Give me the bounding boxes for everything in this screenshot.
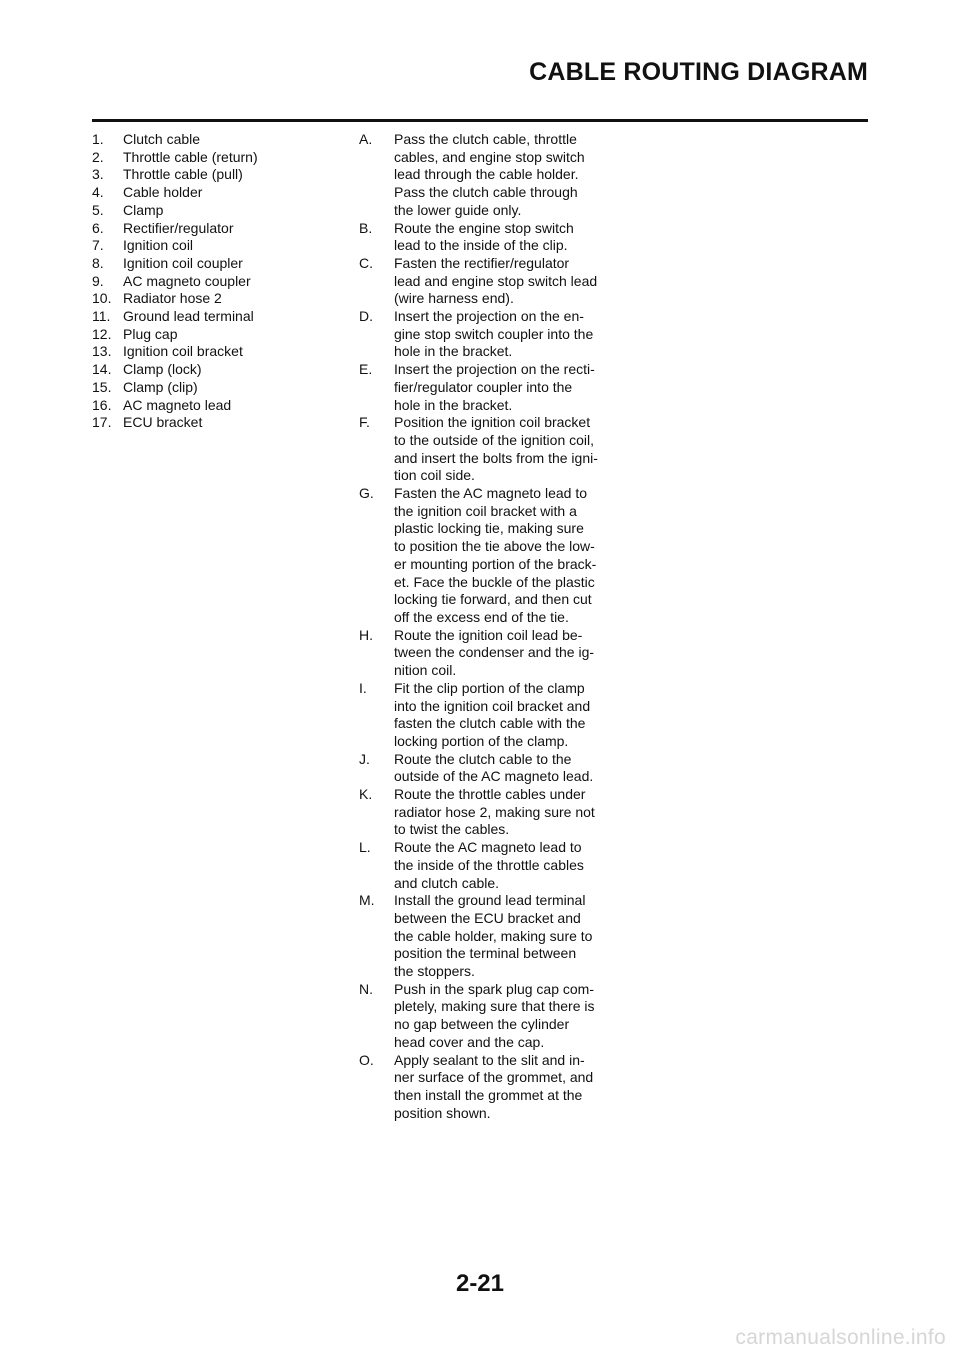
note-line: fier/regulator coupler into the xyxy=(394,378,573,395)
notes-list xyxy=(359,131,611,1122)
part-number: 4. xyxy=(92,184,104,201)
note-text xyxy=(394,1052,611,1123)
part-number: 10. xyxy=(92,290,112,307)
parts-list-item xyxy=(92,131,342,149)
note-line: hole in the bracket. xyxy=(394,396,513,413)
note-line: Route the engine stop switch xyxy=(394,219,574,236)
note-item xyxy=(359,308,611,361)
part-number: 11. xyxy=(92,308,111,325)
note-line: to position the tie above the low- xyxy=(394,538,595,555)
part-name: Ignition coil xyxy=(123,237,194,254)
note-line: the cable holder, making sure to xyxy=(394,927,593,944)
note-text xyxy=(394,131,611,220)
note-line: Route the throttle cables under xyxy=(394,786,586,803)
note-line: position shown. xyxy=(394,1104,491,1121)
part-name: Clamp xyxy=(123,201,164,218)
parts-list-item xyxy=(92,379,342,397)
note-text xyxy=(394,839,611,892)
note-line: fasten the clutch cable with the xyxy=(394,715,586,732)
parts-list-item xyxy=(92,343,342,361)
note-item xyxy=(359,892,611,981)
note-line: Route the ignition coil lead be- xyxy=(394,626,583,643)
part-number: 15. xyxy=(92,378,112,395)
note-line: Push in the spark plug cap com- xyxy=(394,980,594,997)
note-item xyxy=(359,751,611,786)
part-name: Ignition coil coupler xyxy=(123,254,243,271)
note-text xyxy=(394,892,611,981)
page-number: 2-21 xyxy=(455,1270,505,1297)
note-text xyxy=(394,485,611,627)
parts-list-item xyxy=(92,166,342,184)
note-line: lead through the cable holder. xyxy=(394,166,579,183)
note-letter: A. xyxy=(359,131,373,147)
part-number: 7. xyxy=(92,237,104,254)
part-name: Cable holder xyxy=(123,184,203,201)
note-letter: D. xyxy=(359,308,373,325)
note-line: the stoppers. xyxy=(394,963,475,980)
note-line: Route the AC magneto lead to xyxy=(394,839,582,856)
note-item xyxy=(359,485,611,627)
note-line: tion coil side. xyxy=(394,467,475,484)
note-item xyxy=(359,220,611,255)
note-item xyxy=(359,786,611,839)
part-number: 5. xyxy=(92,201,104,218)
note-line: gine stop switch coupler into the xyxy=(394,325,594,342)
parts-list-item xyxy=(92,326,342,344)
note-letter: J. xyxy=(359,750,370,767)
note-item xyxy=(359,627,611,680)
note-line: the inside of the throttle cables xyxy=(394,856,584,873)
note-line: no gap between the cylinder xyxy=(394,1016,570,1033)
note-line: the lower guide only. xyxy=(394,201,522,218)
part-name: Ignition coil bracket xyxy=(123,343,243,360)
note-item xyxy=(359,361,611,414)
part-name: Throttle cable (return) xyxy=(123,148,258,165)
note-letter: K. xyxy=(359,786,373,803)
note-line: Insert the projection on the en- xyxy=(394,308,584,325)
note-line: Fasten the rectifier/regulator xyxy=(394,254,570,271)
part-number: 16. xyxy=(92,396,112,413)
note-text xyxy=(394,751,611,786)
note-line: er mounting portion of the brack- xyxy=(394,555,597,572)
note-item xyxy=(359,414,611,485)
part-name: Rectifier/regulator xyxy=(123,219,234,236)
note-line: outside of the AC magneto lead. xyxy=(394,768,594,785)
note-line: Install the ground lead terminal xyxy=(394,892,586,909)
part-number: 1. xyxy=(92,131,104,147)
part-number: 13. xyxy=(92,343,112,360)
note-text xyxy=(394,680,611,751)
note-text xyxy=(394,981,611,1052)
note-item xyxy=(359,255,611,308)
parts-list-item xyxy=(92,202,342,220)
note-line: to twist the cables. xyxy=(394,821,510,838)
note-line: and insert the bolts from the igni- xyxy=(394,449,598,466)
note-line: locking tie forward, and then cut xyxy=(394,591,592,608)
note-text xyxy=(394,308,611,361)
parts-list-item xyxy=(92,308,342,326)
parts-list-item xyxy=(92,273,342,291)
note-line: position the terminal between xyxy=(394,945,577,962)
note-line: to the outside of the ignition coil, xyxy=(394,431,595,448)
parts-list-item xyxy=(92,361,342,379)
note-item xyxy=(359,1052,611,1123)
part-number: 14. xyxy=(92,361,112,378)
parts-list-item xyxy=(92,414,342,432)
note-line: Pass the clutch cable through xyxy=(394,184,578,201)
note-line: Insert the projection on the recti- xyxy=(394,361,595,378)
part-name: ECU bracket xyxy=(123,414,203,431)
note-line: locking portion of the clamp. xyxy=(394,732,569,749)
part-name: Radiator hose 2 xyxy=(123,290,222,307)
note-line: Pass the clutch cable, throttle xyxy=(394,131,577,147)
note-line: lead and engine stop switch lead xyxy=(394,272,598,289)
part-number: 9. xyxy=(92,272,104,289)
parts-list-item xyxy=(92,237,342,255)
note-letter: L. xyxy=(359,839,371,856)
part-name: Throttle cable (pull) xyxy=(123,166,243,183)
note-line: head cover and the cap. xyxy=(394,1033,545,1050)
note-line: Route the clutch cable to the xyxy=(394,750,572,767)
title-rule xyxy=(92,119,868,122)
parts-list-item xyxy=(92,397,342,415)
parts-list-item xyxy=(92,290,342,308)
part-name: Clutch cable xyxy=(123,131,201,147)
part-name: AC magneto lead xyxy=(123,396,232,413)
note-letter: G. xyxy=(359,485,374,502)
note-line: hole in the bracket. xyxy=(394,343,513,360)
note-letter: F. xyxy=(359,414,370,431)
note-line: radiator hose 2, making sure not xyxy=(394,803,595,820)
note-letter: O. xyxy=(359,1051,374,1068)
note-line: ner surface of the grommet, and xyxy=(394,1069,594,1086)
note-line: between the ECU bracket and xyxy=(394,909,581,926)
note-item xyxy=(359,839,611,892)
note-line: lead to the inside of the clip. xyxy=(394,237,568,254)
part-number: 3. xyxy=(92,166,104,183)
part-number: 2. xyxy=(92,148,104,165)
note-letter: M. xyxy=(359,892,375,909)
note-line: off the excess end of the tie. xyxy=(394,608,569,625)
parts-list-item xyxy=(92,149,342,167)
note-letter: B. xyxy=(359,219,373,236)
note-item xyxy=(359,131,611,220)
note-text xyxy=(394,627,611,680)
note-letter: I. xyxy=(359,679,367,696)
part-number: 8. xyxy=(92,254,104,271)
note-line: the ignition coil bracket with a xyxy=(394,502,577,519)
parts-list-item xyxy=(92,184,342,202)
note-letter: C. xyxy=(359,254,373,271)
note-line: plastic locking tie, making sure xyxy=(394,520,584,537)
note-line: Position the ignition coil bracket xyxy=(394,414,591,431)
part-name: Plug cap xyxy=(123,325,178,342)
note-line: cables, and engine stop switch xyxy=(394,148,585,165)
note-line: tween the condenser and the ig- xyxy=(394,644,595,661)
note-line: Fasten the AC magneto lead to xyxy=(394,485,588,502)
note-text xyxy=(394,786,611,839)
note-text xyxy=(394,255,611,308)
note-letter: E. xyxy=(359,361,373,378)
note-line: into the ignition coil bracket and xyxy=(394,697,591,714)
part-name: Clamp (lock) xyxy=(123,361,202,378)
note-line: Fit the clip portion of the clamp xyxy=(394,679,585,696)
note-line: then install the grommet at the xyxy=(394,1086,583,1103)
note-item xyxy=(359,680,611,751)
note-letter: H. xyxy=(359,626,373,643)
note-text xyxy=(394,220,611,255)
note-item xyxy=(359,981,611,1052)
note-line: pletely, making sure that there is xyxy=(394,998,595,1015)
part-name: Ground lead terminal xyxy=(123,308,254,325)
parts-list-item xyxy=(92,220,342,238)
watermark: carmanualsonline.info xyxy=(735,1326,946,1349)
note-letter: N. xyxy=(359,980,373,997)
part-name: Clamp (clip) xyxy=(123,378,198,395)
note-text xyxy=(394,361,611,414)
note-line: Apply sealant to the slit and in- xyxy=(394,1051,585,1068)
page-title: CABLE ROUTING DIAGRAM xyxy=(529,58,868,86)
part-number: 12. xyxy=(92,325,112,342)
note-line: and clutch cable. xyxy=(394,874,500,891)
parts-list-item xyxy=(92,255,342,273)
part-number: 6. xyxy=(92,219,104,236)
note-line: (wire harness end). xyxy=(394,290,514,307)
part-number: 17. xyxy=(92,414,112,431)
note-text xyxy=(394,414,611,485)
part-name: AC magneto coupler xyxy=(123,272,251,289)
note-line: nition coil. xyxy=(394,662,457,679)
note-line: et. Face the buckle of the plastic xyxy=(394,573,595,590)
parts-list xyxy=(92,131,342,432)
